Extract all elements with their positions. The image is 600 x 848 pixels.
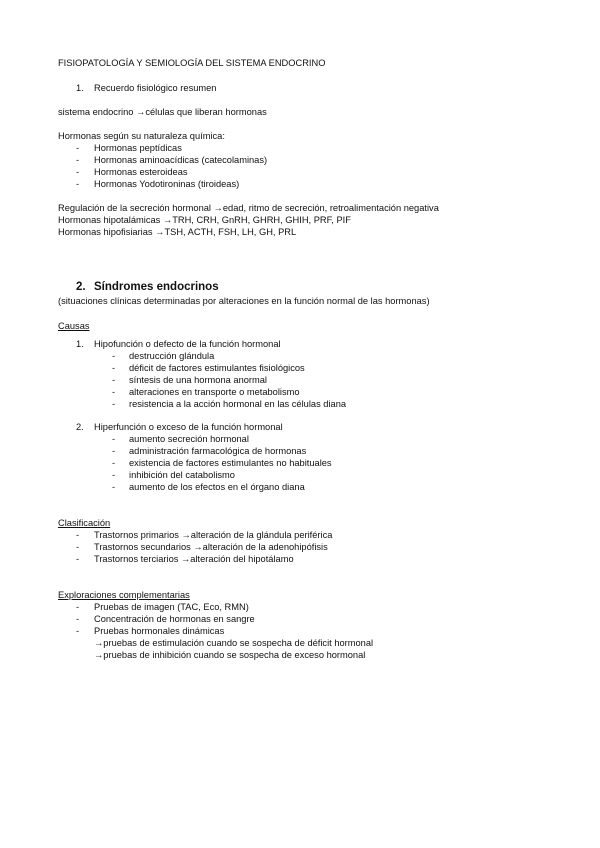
- section1-intro: sistema endocrino →células que liberan hormonas: [58, 107, 267, 117]
- bullet-dash: -: [112, 446, 116, 456]
- bullet-dash: -: [76, 179, 80, 189]
- causes-heading: Causas: [58, 321, 90, 331]
- section2-subtitle: (situaciones clínicas determinadas por alteraciones en la función normal de las hormonas): [58, 296, 430, 306]
- section2-heading: Síndromes endocrinos: [94, 281, 219, 293]
- cause2-number: 2.: [76, 422, 84, 432]
- list-item: Trastornos secundarios →alteración de la adenohipófisis: [94, 542, 328, 552]
- list-item: déficit de factores estimulantes fisiológicos: [129, 363, 305, 373]
- list-item: Trastornos terciarios →alteración del hipotálamo: [94, 554, 294, 564]
- cause1-number: 1.: [76, 339, 84, 349]
- list-item: Trastornos primarios →alteración de la glándula periférica: [94, 530, 333, 540]
- stimulation-test-line: →pruebas de estimulación cuando se sospecha de déficit hormonal: [94, 638, 374, 648]
- bullet-dash: -: [112, 363, 116, 373]
- bullet-dash: -: [76, 602, 80, 612]
- bullet-dash: -: [112, 434, 116, 444]
- list-item: Pruebas de imagen (TAC, Eco, RMN): [94, 602, 249, 612]
- pituitary-hormones-line: Hormonas hipofisiarias →TSH, ACTH, FSH, LH, GH, PRL: [58, 227, 297, 237]
- list-item: administración farmacológica de hormonas: [129, 446, 307, 456]
- bullet-dash: -: [112, 375, 116, 385]
- list-item: aumento secreción hormonal: [129, 434, 249, 444]
- bullet-dash: -: [112, 351, 116, 361]
- hypothalamic-hormones-line: Hormonas hipotalámicas →TRH, CRH, GnRH, GHRH, GHIH, PRF, PIF: [58, 215, 351, 225]
- list-item: aumento de los efectos en el órgano diana: [129, 482, 305, 492]
- list-item: alteraciones en transporte o metabolismo: [129, 387, 300, 397]
- list-item: Hormonas esteroideas: [94, 167, 188, 177]
- cause1-title: Hipofunción o defecto de la función hormonal: [94, 339, 281, 349]
- bullet-dash: -: [76, 614, 80, 624]
- document-title: FISIOPATOLOGÍA Y SEMIOLOGÍA DEL SISTEMA ENDOCRINO: [58, 58, 326, 68]
- list-item: existencia de factores estimulantes no habituales: [129, 458, 332, 468]
- bullet-dash: -: [76, 167, 80, 177]
- hormone-types-heading: Hormonas según su naturaleza química:: [58, 131, 225, 141]
- bullet-dash: -: [112, 482, 116, 492]
- section2-number: 2.: [76, 281, 86, 293]
- bullet-dash: -: [112, 387, 116, 397]
- list-item: destrucción glándula: [129, 351, 215, 361]
- classification-heading: Clasificación: [58, 518, 111, 528]
- list-item: Concentración de hormonas en sangre: [94, 614, 255, 624]
- explorations-heading: Exploraciones complementarias: [58, 590, 190, 600]
- bullet-dash: -: [76, 530, 80, 540]
- bullet-dash: -: [76, 143, 80, 153]
- list-item: resistencia a la acción hormonal en las células diana: [129, 399, 347, 409]
- cause2-title: Hiperfunción o exceso de la función hormonal: [94, 422, 283, 432]
- bullet-dash: -: [76, 542, 80, 552]
- list-item: Hormonas Yodotironinas (tiroideas): [94, 179, 240, 189]
- regulation-line: Regulación de la secreción hormonal →edad, ritmo de secreción, retroalimentación negativa: [58, 203, 439, 213]
- list-item: Pruebas hormonales dinámicas: [94, 626, 225, 636]
- list-item: síntesis de una hormona anormal: [129, 375, 267, 385]
- list-item: Hormonas peptídicas: [94, 143, 182, 153]
- list-item: inhibición del catabolismo: [129, 470, 235, 480]
- section1-number: 1.: [76, 83, 84, 93]
- list-item: Hormonas aminoacídicas (catecolaminas): [94, 155, 268, 165]
- bullet-dash: -: [76, 554, 80, 564]
- inhibition-test-line: →pruebas de inhibición cuando se sospecha de exceso hormonal: [94, 650, 366, 660]
- bullet-dash: -: [112, 470, 116, 480]
- bullet-dash: -: [76, 626, 80, 636]
- bullet-dash: -: [112, 399, 116, 409]
- bullet-dash: -: [112, 458, 116, 468]
- bullet-dash: -: [76, 155, 80, 165]
- section1-heading: Recuerdo fisiológico resumen: [94, 83, 217, 93]
